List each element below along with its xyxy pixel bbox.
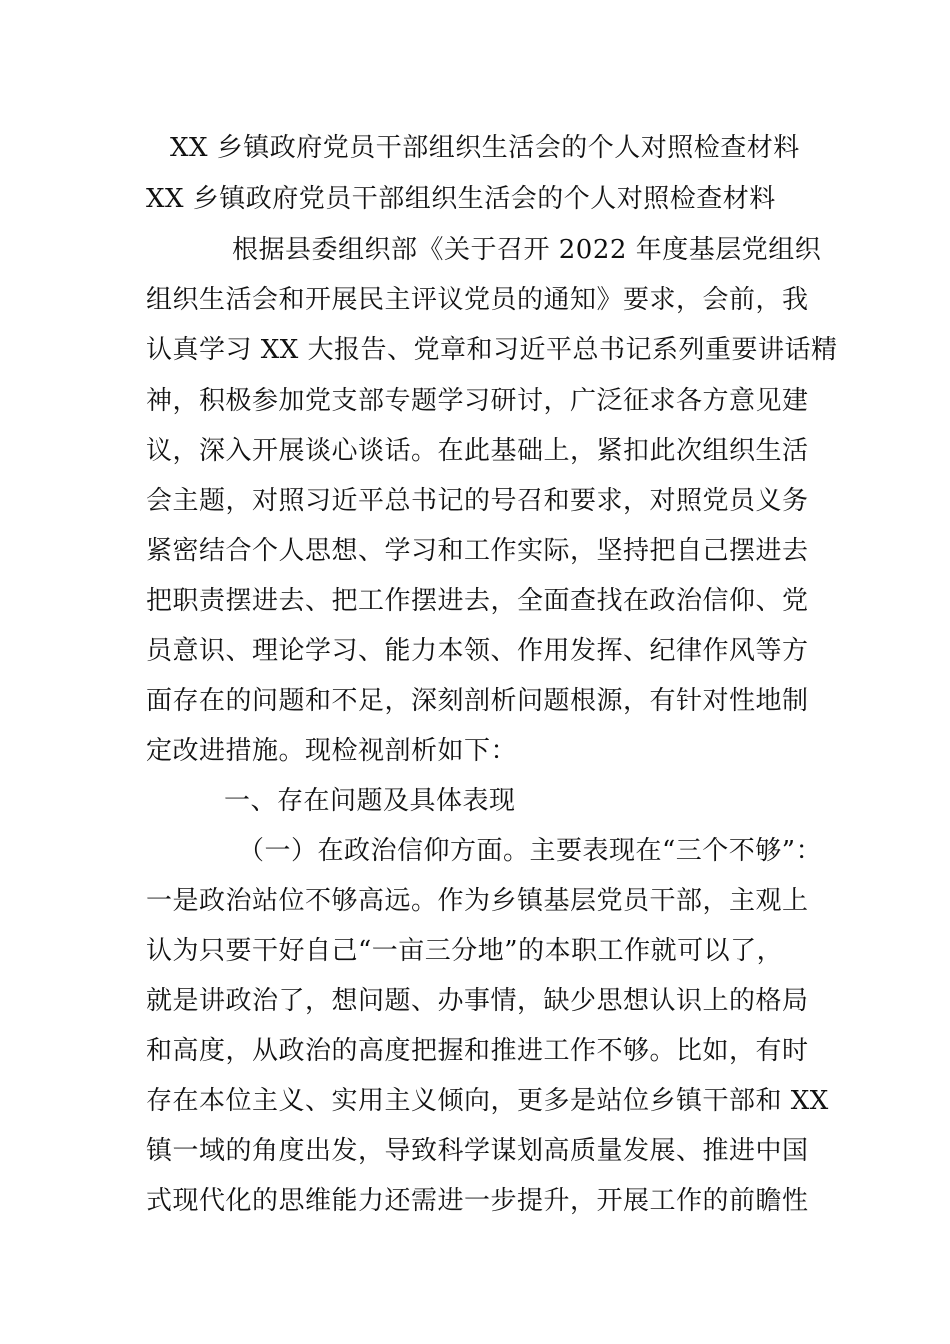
paragraph-line: 组织生活会和开展民主评议党员的通知》要求，会前，我 xyxy=(146,285,809,315)
paragraph-line: 议，深入开展谈心谈话。在此基础上，紧扣此次组织生活 xyxy=(146,436,809,466)
subsection-line: 式现代化的思维能力还需进一步提升，开展工作的前瞻性 xyxy=(146,1186,809,1216)
subsection-line: 一是政治站位不够高远。作为乡镇基层党员干部，主观上 xyxy=(146,886,809,916)
paragraph-line: 会主题，对照习近平总书记的号召和要求，对照党员义务 xyxy=(146,486,809,516)
paragraph-line: 把职责摆进去、把工作摆进去，全面查找在政治信仰、党 xyxy=(146,586,809,616)
paragraph-line: 认真学习 XX 大报告、党章和习近平总书记系列重要讲话精 xyxy=(146,335,838,365)
paragraph-line: 根据县委组织部《关于召开 2022 年度基层党组织 xyxy=(232,235,822,265)
paragraph-line: 定改进措施。现检视剖析如下： xyxy=(146,736,518,766)
subsection-line: 存在本位主义、实用主义倾向，更多是站位乡镇干部和 XX xyxy=(146,1086,829,1116)
subsection-line: 镇一域的角度出发，导致科学谋划高质量发展、推进中国 xyxy=(146,1136,809,1166)
paragraph-line: 紧密结合个人思想、学习和工作实际，坚持把自己摆进去 xyxy=(146,536,809,566)
paragraph-line: 神，积极参加党支部专题学习研讨，广泛征求各方意见建 xyxy=(146,386,809,416)
subsection-line: 就是讲政治了，想问题、办事情，缺少思想认识上的格局 xyxy=(146,986,809,1016)
document-title: XX 乡镇政府党员干部组织生活会的个人对照检查材料 xyxy=(170,133,800,163)
section-heading: 一、存在问题及具体表现 xyxy=(224,786,516,816)
paragraph-line: 员意识、理论学习、能力本领、作用发挥、纪律作风等方 xyxy=(146,636,809,666)
subsection-line: （一）在政治信仰方面。主要表现在“三个不够”： xyxy=(238,836,823,866)
paragraph-line: 面存在的问题和不足，深刻剖析问题根源，有针对性地制 xyxy=(146,686,809,716)
document-subtitle: XX 乡镇政府党员干部组织生活会的个人对照检查材料 xyxy=(146,184,776,214)
subsection-line: 和高度，从政治的高度把握和推进工作不够。比如，有时 xyxy=(146,1036,809,1066)
subsection-line: 认为只要干好自己“一亩三分地”的本职工作就可以了， xyxy=(146,936,784,966)
